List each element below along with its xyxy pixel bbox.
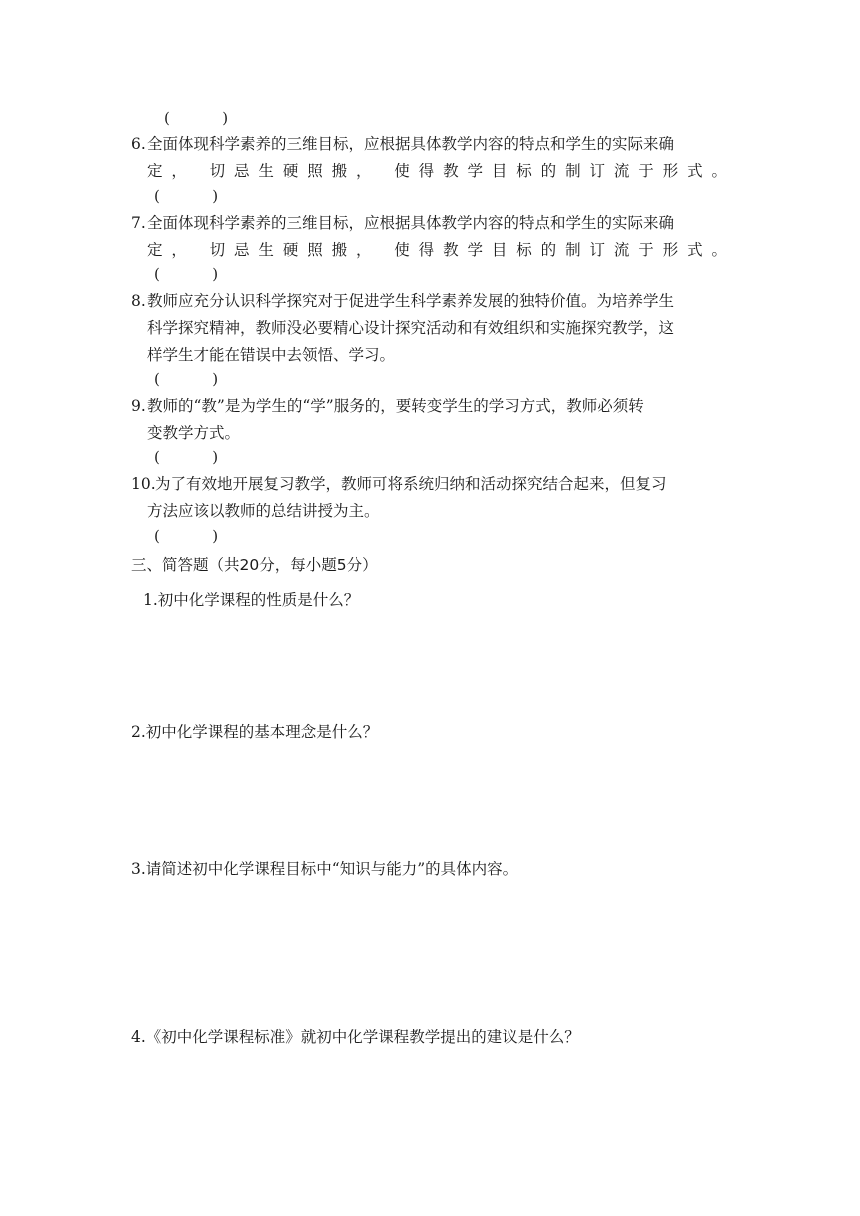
item-text-line: 方法应该以教师的总结讲授为主。 <box>147 502 380 520</box>
question-4: 4.《初中化学课程标准》就初中化学课程教学提出的建议是什么？ <box>131 1028 580 1046</box>
item-text-line: 定， 切忌生硬照搬， 使得教学目标的制订流于形式。 <box>147 162 727 180</box>
item-text-line: 教师应充分认识科学探究对于促进学生科学素养发展的独特价值。为培养学生 <box>147 292 675 310</box>
answer-bracket-6[interactable]: ( ) <box>154 187 219 205</box>
section-heading: 三、简答题（共20分，每小题5分） <box>131 556 378 574</box>
answer-bracket-10[interactable]: ( ) <box>154 527 219 545</box>
answer-bracket-5[interactable]: ( ) <box>164 109 229 127</box>
item-text-line: 为了有效地开展复习教学，教师可将系统归纳和活动探究结合起来，但复习 <box>155 475 667 493</box>
item-number: 6. <box>131 135 146 153</box>
item-number: 9. <box>131 397 146 415</box>
item-text-line: 教师的“教”是为学生的“学”服务的，要转变学生的学习方式，教师必须转 <box>147 397 644 415</box>
item-text-line: 全面体现科学素养的三维目标，应根据具体教学内容的特点和学生的实际来确 <box>147 135 675 153</box>
item-number: 10. <box>131 475 156 493</box>
question-2: 2.初中化学课程的基本理念是什么？ <box>131 723 379 741</box>
item-text-line: 样学生才能在错误中去领悟、学习。 <box>147 346 396 364</box>
answer-bracket-9[interactable]: ( ) <box>154 448 219 466</box>
item-text-line: 定， 切忌生硬照搬， 使得教学目标的制订流于形式。 <box>147 241 727 259</box>
answer-area-1[interactable] <box>131 614 731 714</box>
item-text-line: 科学探究精神，教师没必要精心设计探究活动和有效组织和实施探究教学，这 <box>147 319 675 337</box>
item-number: 8. <box>131 292 146 310</box>
answer-area-2[interactable] <box>131 746 731 851</box>
item-text-line: 变教学方式。 <box>147 424 241 442</box>
question-3: 3.请简述初中化学课程目标中“知识与能力”的具体内容。 <box>131 860 519 878</box>
item-text-line: 全面体现科学素养的三维目标，应根据具体教学内容的特点和学生的实际来确 <box>147 214 675 232</box>
answer-area-3[interactable] <box>131 883 731 1018</box>
answer-area-4[interactable] <box>131 1051 731 1191</box>
answer-bracket-7[interactable]: ( ) <box>154 265 219 283</box>
answer-bracket-8[interactable]: ( ) <box>154 370 219 388</box>
item-number: 7. <box>131 214 146 232</box>
question-1: 1.初中化学课程的性质是什么？ <box>143 591 360 609</box>
